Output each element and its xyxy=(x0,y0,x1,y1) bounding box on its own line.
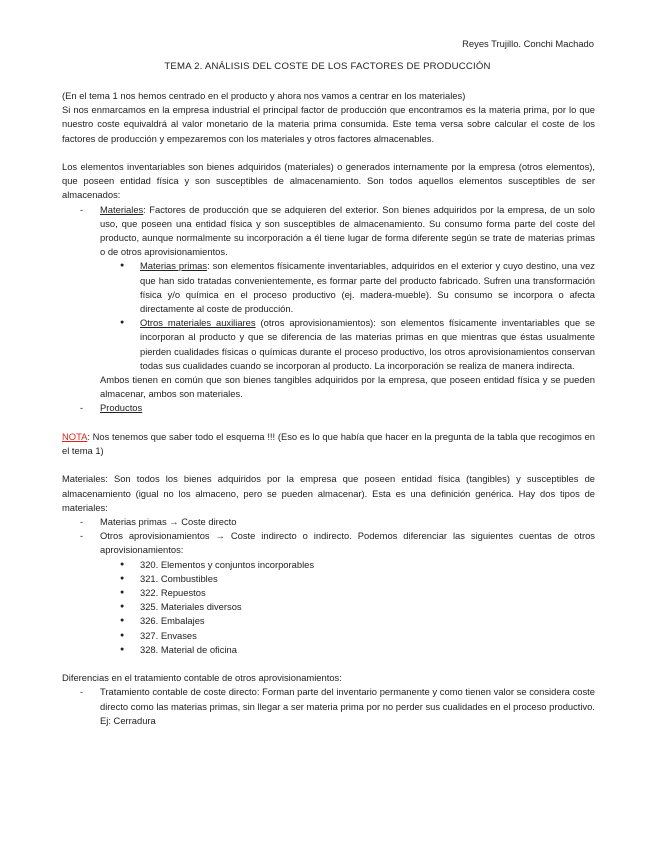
list-item-cuenta: ● 328. Material de oficina xyxy=(62,643,595,657)
list-item-materiales xyxy=(62,203,595,260)
list-item-otros-materiales xyxy=(62,316,595,373)
list-item-coste-directo: - Tratamiento contable de coste directo: Forman parte del inventario permanente y como tienen valor se considera coste directo como las materias primas, sin llegar a ser materia prima por no perder sus cualidades en el proceso productivo. Ej: Cerradura xyxy=(62,685,595,728)
materias-primas-term: Materias primas xyxy=(140,260,208,272)
otros-materiales-text: (otros aprovisionamientos): son elementos físicamente inventariables que se incorporan al producto y que se diferencia de las materias primas en que mientras que éstas usualmente pierden cualidades físicas o químicas durante el proceso productivo, los otros aprovisionamientos conservan todas sus cualidades cuando se incorporan al producto. La incorporación se realiza de manera indirecta. xyxy=(140,317,596,371)
inventariables-list xyxy=(62,203,595,373)
intro-paragraph: Si nos enmarcamos en la empresa industrial el principal factor de producción que encontramos es la materia prima, por lo que nuestro coste equivaldrá al valor monetario de la materia prima consumida. Este tema versa sobre calcular el coste de los factores de producción y empezaremos con los materiales y otros factores almacenables. xyxy=(62,104,595,144)
author-header: Reyes Trujillo. Conchi Machado xyxy=(462,38,594,49)
diferencias-heading: Diferencias en el tratamiento contable de otros aprovisionamientos: xyxy=(62,672,342,684)
list-item-productos xyxy=(62,401,595,415)
list-item-cuenta: ● 322. Repuestos xyxy=(62,586,595,600)
materias-primas-text: : son elementos físicamente inventariables, adquiridos en el exterior y cuyo destino, una vez que han sido tratadas convenientemente, es formar parte del producto fabricado. Sufren una transformación física y/o química en el proceso productivo (ej. madera-mueble). Su consumo se incorpora o afecta directamente al coste de producción. xyxy=(140,260,595,315)
inventariables-paragraph: Los elementos inventariables son bienes adquiridos (materiales) o generados internamente por la empresa (otros elementos), que poseen entidad física y son susceptibles de almacenamiento. Son todos aquellos elementos susceptibles de ser almacenados: xyxy=(62,161,595,201)
nota-paragraph xyxy=(62,430,595,458)
list-item-cuenta: ● 321. Combustibles xyxy=(62,572,595,586)
productos-list xyxy=(62,401,595,415)
list-item-cuenta: ● 325. Materiales diversos xyxy=(62,600,595,614)
otros-materiales-term: Otros materiales auxiliares xyxy=(140,317,256,329)
ambos-paragraph: Ambos tienen en común que son bienes tangibles adquiridos por la empresa, que poseen entidad física y se pueden almacenar, ambos son materiales. xyxy=(100,374,595,400)
list-item-cuenta: ● 327. Envases xyxy=(62,629,595,643)
materiales-term: Materiales xyxy=(100,203,144,215)
tipos-list xyxy=(62,515,595,657)
intro-line: (En el tema 1 nos hemos centrado en el producto y ahora nos vamos a centrar en los materiales) xyxy=(62,90,466,101)
materiales-text: : Factores de producción que se adquieren del exterior. Son bienes adquiridos por la empresa, de un solo uso, que poseen una entidad física y son susceptibles de almacenamiento. Su consumo forma parte del coste del producto, aunque normalmente su incorporación a él tiene lugar de forma diferente según se trate de materias primas o de otros aprovisionamientos. xyxy=(100,203,595,258)
page-title: TEMA 2. ANÁLISIS DEL COSTE DE LOS FACTORES DE PRODUCCIÓN xyxy=(164,61,491,72)
list-item-materias-primas xyxy=(62,259,595,316)
list-item-cuenta: ● 326. Embalajes xyxy=(62,614,595,628)
productos-term: Productos xyxy=(100,402,143,414)
list-item-tipo-materias-primas: - Materias primas → Coste directo xyxy=(62,515,595,529)
list-item-cuenta: ● 320. Elementos y conjuntos incorporables xyxy=(62,558,595,572)
document-body xyxy=(62,89,595,728)
list-item-tipo-otros: - Otros aprovisionamientos → Coste indirecto o indirecto. Podemos diferenciar las siguientes cuentas de otros aprovisionamientos: xyxy=(62,529,595,557)
nota-label: NOTA xyxy=(62,430,88,442)
diferencias-list xyxy=(62,685,595,728)
materiales-definition: Materiales: Son todos los bienes adquiridos por la empresa que poseen entidad física (tangibles) y susceptibles de almacenamiento (igual no los almaceno, pero se pueden almacenar). Esta es una definición genérica. Hay dos tipos de materiales: xyxy=(62,473,595,513)
nota-text: : Nos tenemos que saber todo el esquema !!! (Eso es lo que había que hacer en la pregunta de la tabla que recogimos en el tema 1) xyxy=(62,430,595,457)
